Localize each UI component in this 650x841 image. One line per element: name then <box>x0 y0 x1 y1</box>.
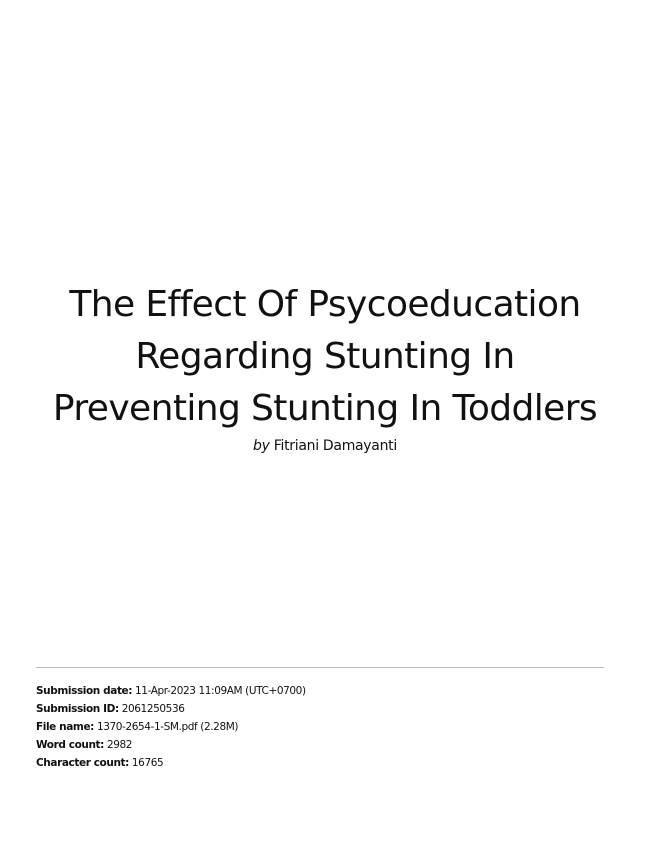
file-name-value: 1370-2654-1-SM.pdf (2.28M) <box>96 721 239 733</box>
author-byline <box>0 437 650 455</box>
author-name: Fitriani Damayanti <box>273 438 397 454</box>
submission-date-label: Submission date: <box>36 685 133 697</box>
submission-id-value: 2061250536 <box>121 703 185 715</box>
submission-date-value: 11-Apr-2023 11:09AM (UTC+0700) <box>135 685 306 697</box>
document-header <box>0 279 650 455</box>
section-divider <box>36 667 604 668</box>
document-title-line-1: The Effect Of Psycoeducation <box>69 284 581 325</box>
word-count-value: 2982 <box>106 739 133 751</box>
document-title-line-3: Preventing Stunting In Toddlers <box>52 388 598 429</box>
submission-id-row <box>36 700 604 718</box>
document-title-line-2: Regarding Stunting In <box>135 336 515 377</box>
character-count-value: 16765 <box>131 757 164 769</box>
submission-details <box>36 682 604 772</box>
by-prefix: by <box>253 438 270 454</box>
word-count-row <box>36 736 604 754</box>
submission-id-label: Submission ID: <box>36 703 119 715</box>
file-name-row <box>36 718 604 736</box>
file-name-label: File name: <box>36 721 94 733</box>
submission-date-row <box>36 682 604 700</box>
character-count-row <box>36 754 604 772</box>
word-count-label: Word count: <box>36 739 104 751</box>
character-count-label: Character count: <box>36 757 129 769</box>
